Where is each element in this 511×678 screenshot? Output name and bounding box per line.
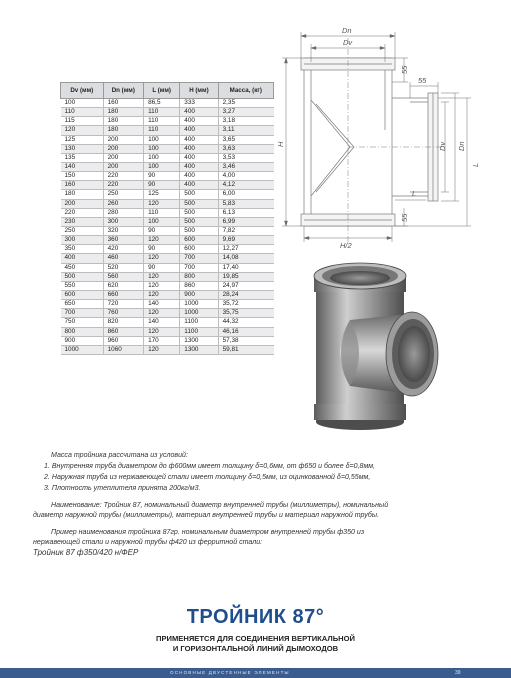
table-cell: 115 (61, 117, 104, 126)
table-cell: 5,83 (218, 199, 273, 208)
note-3: 3. Плотность утеплителя принята 200кг/м3. (44, 483, 201, 492)
col-header-dv: Dv (мм) (61, 83, 104, 99)
table-cell: 450 (61, 263, 104, 272)
table-cell: 200 (103, 135, 143, 144)
table-cell: 90 (144, 263, 180, 272)
table-cell: 500 (180, 199, 218, 208)
table-cell: 400 (180, 108, 218, 117)
dim-55-top: 55 (400, 65, 409, 74)
table-cell: 120 (144, 281, 180, 290)
table-cell: 400 (61, 254, 104, 263)
table-cell: 120 (144, 199, 180, 208)
table-cell: 120 (144, 290, 180, 299)
table-cell: 130 (61, 144, 104, 153)
table-cell: 120 (144, 309, 180, 318)
table-row (61, 327, 274, 336)
table-cell: 280 (103, 208, 143, 217)
table-cell: 400 (180, 181, 218, 190)
table-cell: 800 (180, 272, 218, 281)
table-cell: 160 (103, 99, 143, 108)
table-cell: 400 (180, 135, 218, 144)
table-cell: 3,11 (218, 126, 273, 135)
table-cell: 57,38 (218, 336, 273, 345)
table-cell: 200 (103, 144, 143, 153)
table-cell: 200 (61, 199, 104, 208)
table-cell: 46,16 (218, 327, 273, 336)
table-cell: 260 (103, 199, 143, 208)
example-line-2: нержавеющей стали и наружной трубы ф420 из ферритной стали: (33, 537, 263, 546)
table-cell: 960 (103, 336, 143, 345)
table-cell: 110 (144, 108, 180, 117)
table-cell: 200 (103, 153, 143, 162)
table-cell: 120 (144, 236, 180, 245)
table-cell: 1300 (180, 345, 218, 354)
table-cell: 400 (180, 162, 218, 171)
naming-line-2: диаметр наружной трубы (миллиметры), материал внутренней трубы и материал наружной трубы. (33, 510, 380, 519)
dim-h: H (276, 141, 285, 147)
table-cell: 110 (144, 117, 180, 126)
table-cell: 300 (61, 236, 104, 245)
table-cell: 90 (144, 245, 180, 254)
table-cell: 230 (61, 217, 104, 226)
table-cell: 860 (103, 327, 143, 336)
table-cell: 360 (103, 236, 143, 245)
table-cell: 620 (103, 281, 143, 290)
table-cell: 140 (144, 318, 180, 327)
table-row (61, 318, 274, 327)
table-cell: 1000 (180, 309, 218, 318)
table-cell: 600 (180, 236, 218, 245)
table-row (61, 345, 274, 354)
table-cell: 500 (180, 226, 218, 235)
table-cell: 110 (61, 108, 104, 117)
table-cell: 14,08 (218, 254, 273, 263)
table-cell: 400 (180, 172, 218, 181)
table-cell: 3,18 (218, 117, 273, 126)
dim-dn-side: Dn (457, 141, 466, 151)
naming-line-1: Наименование: Тройник 87, номинальный диаметр внутренней трубы (миллиметры), номинальный (51, 500, 389, 509)
table-cell: 500 (180, 190, 218, 199)
table-cell: 900 (61, 336, 104, 345)
table-row (61, 300, 274, 309)
dim-h2: H/2 (340, 241, 352, 250)
table-cell: 700 (61, 309, 104, 318)
table-cell: 2,35 (218, 99, 273, 108)
table-cell: 900 (180, 290, 218, 299)
table-cell: 700 (180, 263, 218, 272)
table-cell: 150 (61, 172, 104, 181)
dim-l-side: L (471, 162, 480, 167)
table-cell: 660 (103, 290, 143, 299)
table-cell: 100 (144, 153, 180, 162)
table-row (61, 290, 274, 299)
table-cell: 110 (144, 208, 180, 217)
table-cell: 220 (103, 172, 143, 181)
table-row (61, 272, 274, 281)
table-cell: 120 (144, 327, 180, 336)
col-header-l: L (мм) (144, 83, 180, 99)
table-cell: 100 (61, 99, 104, 108)
dim-55-side: 55 (418, 76, 427, 85)
table-cell: 7,82 (218, 226, 273, 235)
table-cell: 420 (103, 245, 143, 254)
table-row (61, 336, 274, 345)
table-cell: 400 (180, 126, 218, 135)
table-cell: 4,12 (218, 181, 273, 190)
table-cell: 220 (103, 181, 143, 190)
table-cell: 500 (180, 217, 218, 226)
table-row (61, 309, 274, 318)
table-cell: 1100 (180, 327, 218, 336)
table-cell: 1000 (61, 345, 104, 354)
table-cell: 600 (61, 290, 104, 299)
table-cell: 320 (103, 226, 143, 235)
col-header-mass: Масса, (кг) (218, 83, 273, 99)
table-cell: 600 (180, 245, 218, 254)
table-cell: 300 (103, 217, 143, 226)
table-cell: 500 (180, 208, 218, 217)
page-title: ТРОЙНИК 87° (186, 606, 325, 628)
table-cell: 140 (61, 162, 104, 171)
table-cell: 6,00 (218, 190, 273, 199)
table-cell: 125 (144, 190, 180, 199)
dim-55-bottom: 55 (400, 213, 409, 222)
table-cell: 120 (144, 254, 180, 263)
tee-3d-render (292, 254, 472, 434)
table-cell: 1100 (180, 318, 218, 327)
table-cell: 860 (180, 281, 218, 290)
table-cell: 35,72 (218, 300, 273, 309)
table-cell: 86,5 (144, 99, 180, 108)
table-cell: 560 (103, 272, 143, 281)
dim-dv-top: Dv (343, 38, 353, 47)
note-intro: Масса тройника рассчитана из условий: (51, 450, 188, 459)
table-cell: 100 (144, 217, 180, 226)
table-cell: 180 (103, 117, 143, 126)
table-cell: 90 (144, 226, 180, 235)
table-cell: 333 (180, 99, 218, 108)
col-header-h: H (мм) (180, 83, 218, 99)
table-cell: 250 (103, 190, 143, 199)
table-cell: 220 (61, 208, 104, 217)
table-cell: 500 (61, 272, 104, 281)
note-1: 1. Внутренняя труба диаметром до ф600мм имеет толщину δ=0,6мм, от ф650 и более δ=0,8мм, (44, 461, 376, 470)
table-cell: 17,40 (218, 263, 273, 272)
table-cell: 820 (103, 318, 143, 327)
table-cell: 135 (61, 153, 104, 162)
table-cell: 1060 (103, 345, 143, 354)
table-cell: 180 (61, 190, 104, 199)
table-cell: 100 (144, 144, 180, 153)
table-cell: 140 (144, 300, 180, 309)
table-cell: 120 (144, 345, 180, 354)
table-cell: 3,63 (218, 144, 273, 153)
table-cell: 460 (103, 254, 143, 263)
table-row (61, 281, 274, 290)
table-cell: 700 (180, 254, 218, 263)
table-cell: 90 (144, 181, 180, 190)
table-cell: 250 (61, 226, 104, 235)
table-cell: 100 (144, 135, 180, 144)
table-cell: 3,65 (218, 135, 273, 144)
table-cell: 24,97 (218, 281, 273, 290)
example-line-1: Пример наименования тройника 87гр. номинальным диаметром внутренней трубы ф350 из (51, 527, 365, 536)
table-cell: 800 (61, 327, 104, 336)
col-header-dn: Dn (мм) (103, 83, 143, 99)
table-cell: 520 (103, 263, 143, 272)
table-cell: 400 (180, 153, 218, 162)
table-cell: 180 (103, 108, 143, 117)
table-cell: 120 (144, 272, 180, 281)
table-cell: 1300 (180, 336, 218, 345)
dim-l-bottom: L (412, 189, 417, 198)
note-2: 2. Наружная труба из нержавеющей стали имеет толщину δ=0,5мм, из оцинкованной δ=0,55мм, (44, 472, 371, 481)
table-cell: 550 (61, 281, 104, 290)
table-cell: 350 (61, 245, 104, 254)
table-cell: 125 (61, 135, 104, 144)
table-cell: 1000 (180, 300, 218, 309)
table-cell: 3,46 (218, 162, 273, 171)
table-cell: 6,99 (218, 217, 273, 226)
table-cell: 200 (103, 162, 143, 171)
example-line-3: Тройник 87 ф350/420 н/ФЕР (33, 547, 139, 557)
table-cell: 750 (61, 318, 104, 327)
table-row (61, 263, 274, 272)
table-cell: 35,75 (218, 309, 273, 318)
table-cell: 9,69 (218, 236, 273, 245)
table-cell: 170 (144, 336, 180, 345)
table-cell: 3,53 (218, 153, 273, 162)
table-cell: 3,27 (218, 108, 273, 117)
table-cell: 160 (61, 181, 104, 190)
table-cell: 44,32 (218, 318, 273, 327)
table-cell: 4,00 (218, 172, 273, 181)
table-cell: 12,27 (218, 245, 273, 254)
table-cell: 19,85 (218, 272, 273, 281)
table-cell: 650 (61, 300, 104, 309)
table-cell: 90 (144, 172, 180, 181)
page-subtitle-1: ПРИМЕНЯЕТСЯ ДЛЯ СОЕДИНЕНИЯ ВЕРТИКАЛЬНОЙ (155, 634, 356, 643)
table-cell: 180 (103, 126, 143, 135)
dim-dn-top: Dn (342, 26, 352, 35)
tee-technical-drawing (0, 0, 511, 260)
table-cell: 400 (180, 144, 218, 153)
table-cell: 59,81 (218, 345, 273, 354)
table-cell: 100 (144, 162, 180, 171)
table-cell: 110 (144, 126, 180, 135)
dim-dv-side: Dv (438, 141, 447, 151)
table-cell: 28,24 (218, 290, 273, 299)
table-cell: 760 (103, 309, 143, 318)
table-cell: 720 (103, 300, 143, 309)
footer-section-label: ОСНОВНЫЕ ДВУСТЕННЫЕ ЭЛЕМЕНТЫ (170, 670, 290, 675)
table-cell: 120 (61, 126, 104, 135)
table-cell: 6,13 (218, 208, 273, 217)
page-number: 39 (455, 669, 461, 676)
table-cell: 400 (180, 117, 218, 126)
page-subtitle-2: И ГОРИЗОНТАЛЬНОЙ ЛИНИЙ ДЫМОХОДОВ (172, 644, 339, 653)
